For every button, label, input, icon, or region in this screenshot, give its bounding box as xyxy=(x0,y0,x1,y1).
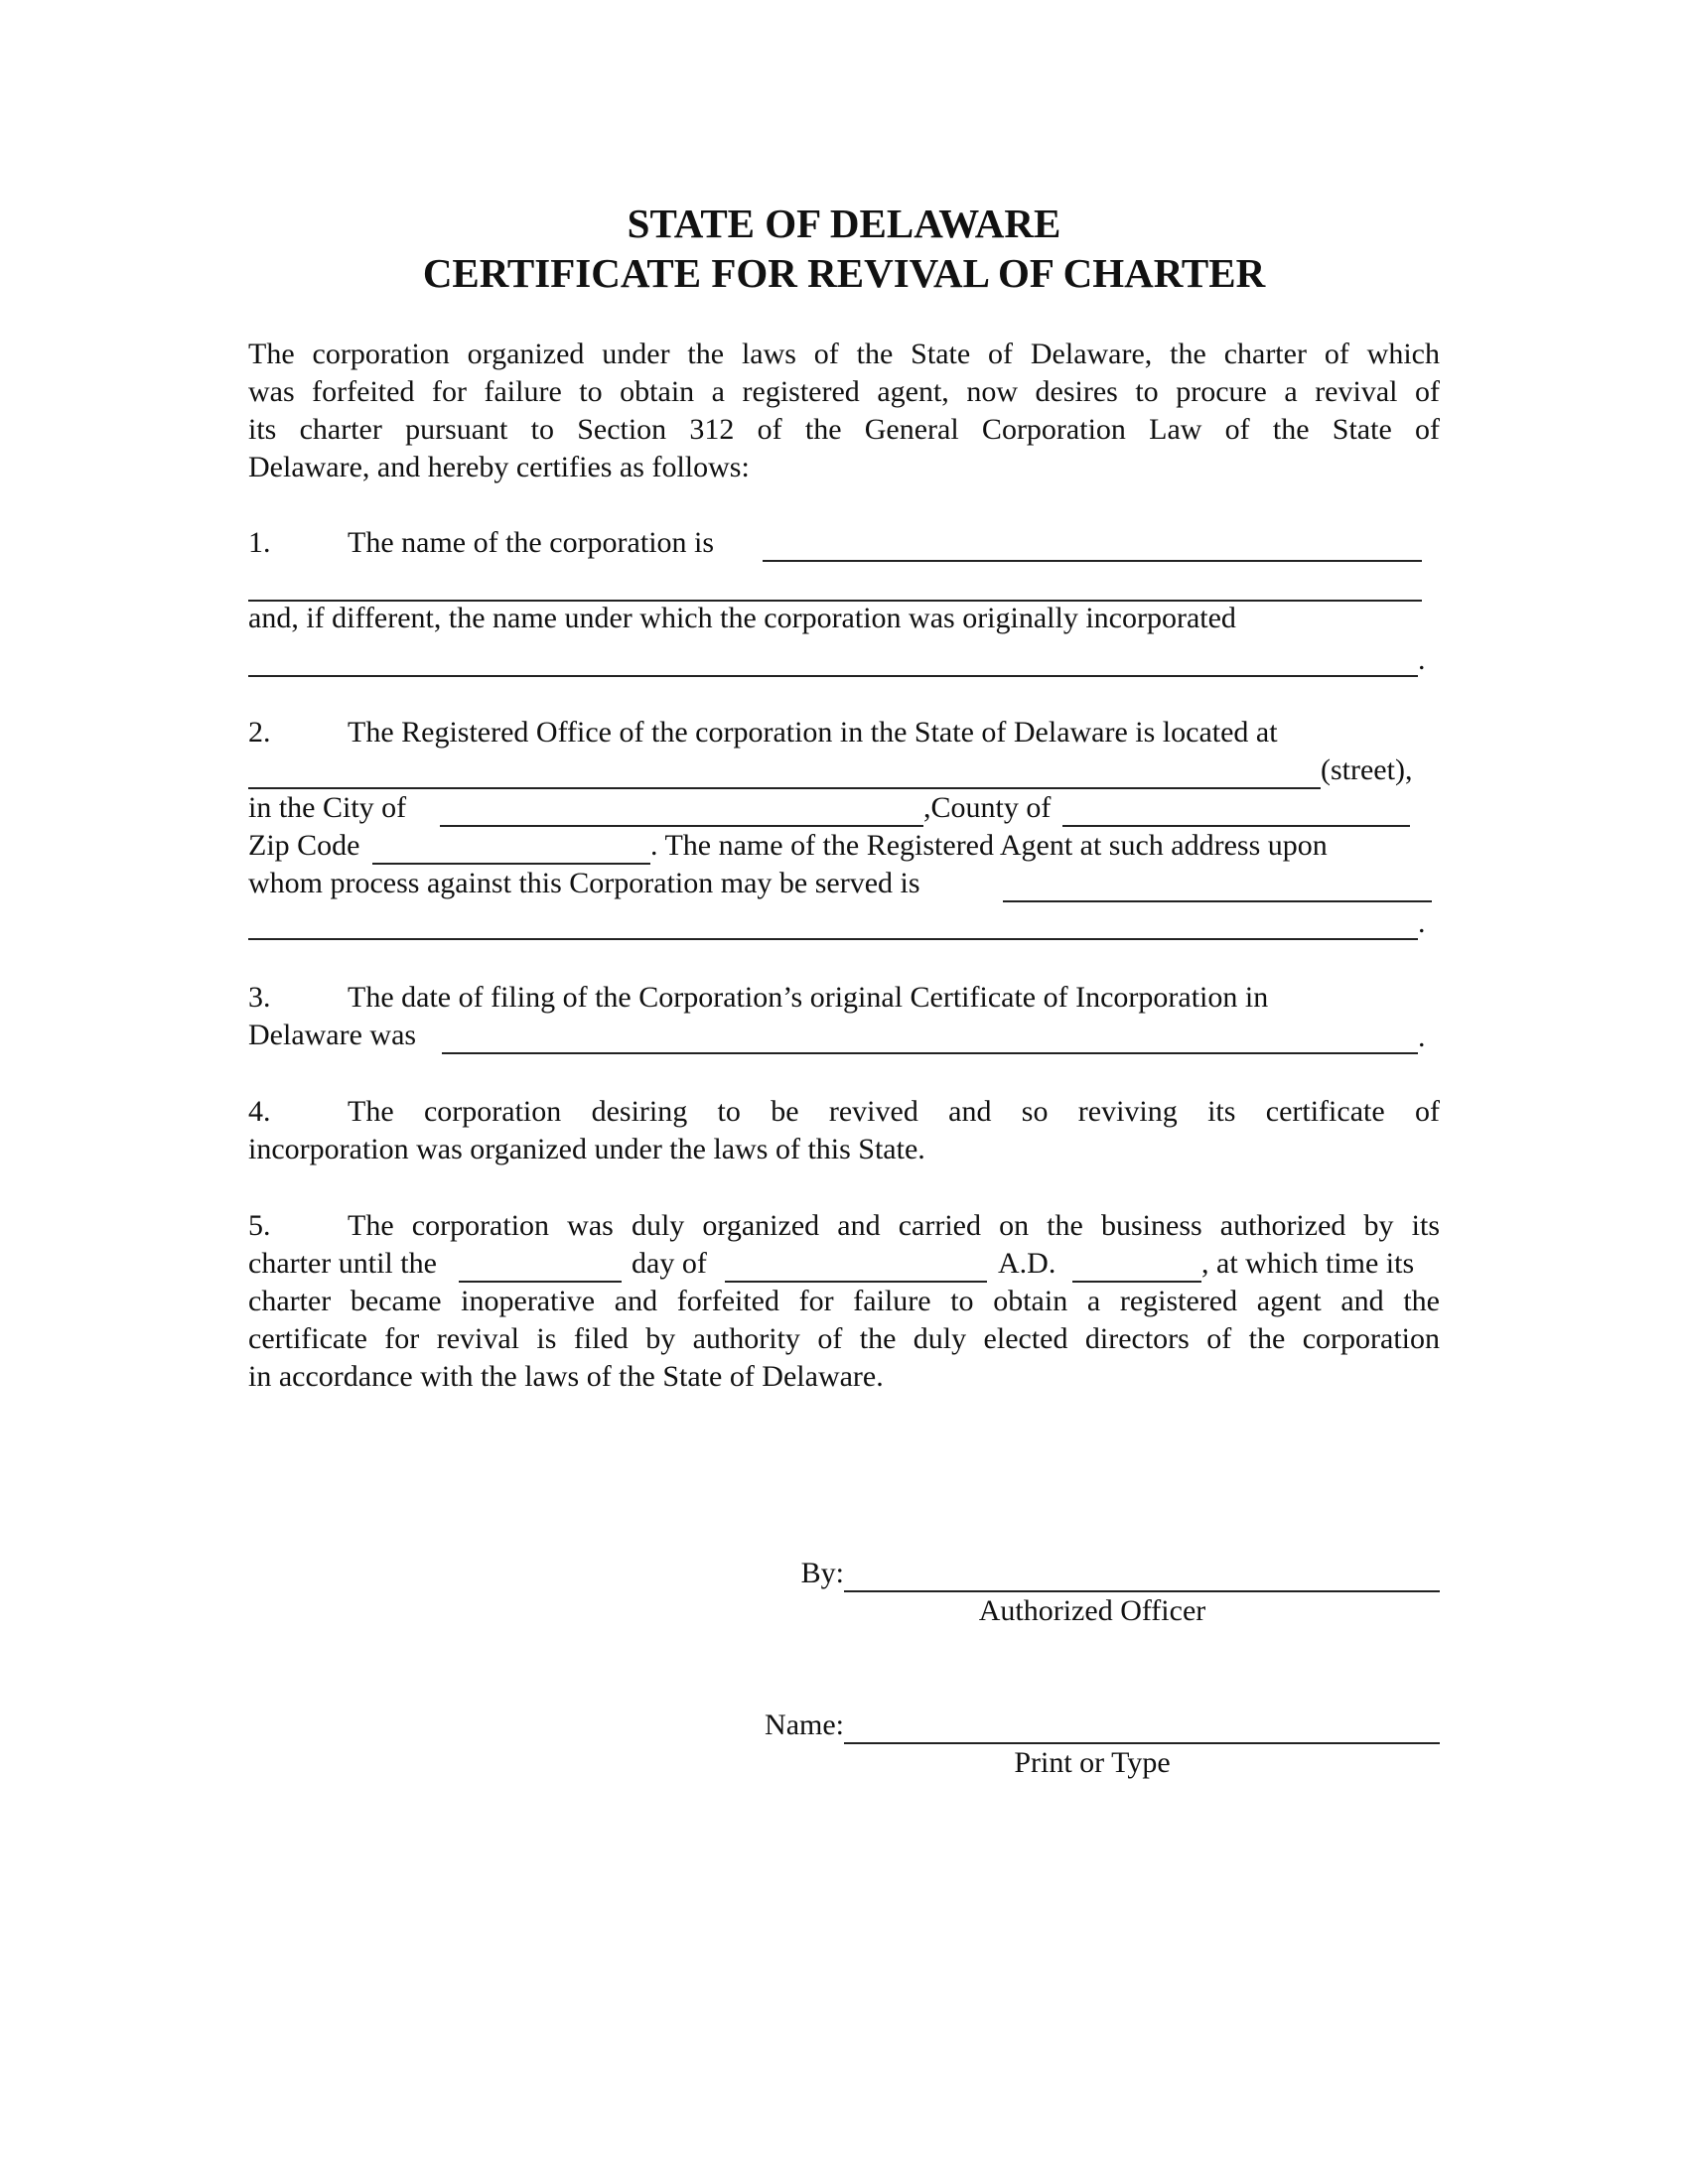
item3-number: 3. xyxy=(248,981,271,1014)
item3-period: . xyxy=(1418,1021,1426,1053)
item5-line-4: certificate for revival is filed by authority of the duly elected directors of the corporation xyxy=(248,1322,1440,1355)
intro-line-2: was forfeited for failure to obtain a registered agent, now desires to procure a revival of xyxy=(248,375,1440,408)
item5-number: 5. xyxy=(248,1209,271,1242)
print-or-type-caption: Print or Type xyxy=(1014,1746,1171,1779)
city-label: in the City of xyxy=(248,791,407,824)
item3-delaware-was: Delaware was xyxy=(248,1019,417,1051)
item1-number: 1. xyxy=(248,526,271,559)
corporation-name-field[interactable] xyxy=(763,560,1422,562)
street-suffix: (street), xyxy=(1321,753,1413,786)
item5-until: charter until the xyxy=(248,1247,437,1280)
certificate-title: CERTIFICATE FOR REVIVAL OF CHARTER xyxy=(422,250,1266,296)
intro-line-1: The corporation organized under the laws of the State of Delaware, the charter of which xyxy=(248,338,1440,370)
item5-line-3: charter became inoperative and forfeited for failure to obtain a registered agent and the xyxy=(248,1285,1440,1317)
item5-line-5: in accordance with the laws of the State of Delaware. xyxy=(248,1360,884,1393)
authorized-officer-caption: Authorized Officer xyxy=(978,1594,1206,1627)
item2-lead: The Registered Office of the corporation in the State of Delaware is located at xyxy=(348,716,1278,749)
by-label: By: xyxy=(800,1557,844,1589)
item5-ad: A.D. xyxy=(998,1247,1056,1280)
zip-label: Zip Code xyxy=(248,829,360,862)
item2-number: 2. xyxy=(248,716,271,749)
item4-number: 4. xyxy=(248,1095,271,1128)
street-field[interactable] xyxy=(248,787,1321,789)
filing-date-field[interactable] xyxy=(442,1052,1418,1054)
item2-period: . xyxy=(1418,906,1426,939)
registered-agent-field[interactable] xyxy=(1003,900,1432,902)
original-name-field[interactable] xyxy=(248,675,1418,677)
item5-line-1: The corporation was duly organized and carried on the business authorized by its xyxy=(348,1209,1440,1242)
process-text: whom process against this Corporation may be served is xyxy=(248,867,920,899)
item4-line-1: The corporation desiring to be revived and so reviving its certificate of xyxy=(348,1095,1440,1128)
item3-lead: The date of filing of the Corporation’s original Certificate of Incorporation in xyxy=(348,981,1269,1014)
intro-line-4: Delaware, and hereby certifies as follows: xyxy=(248,451,750,483)
registered-agent-text: . The name of the Registered Agent at such address upon xyxy=(650,829,1328,862)
state-heading: STATE OF DELAWARE xyxy=(627,201,1061,246)
item1-lead: The name of the corporation is xyxy=(348,526,715,559)
item5-at-which: , at which time its xyxy=(1201,1247,1415,1280)
county-label: ,County of xyxy=(923,791,1052,824)
registered-agent-field-continued[interactable] xyxy=(248,938,1418,940)
item4-line-2: incorporation was organized under the laws of this State. xyxy=(248,1133,925,1165)
item1-original-name-text: and, if different, the name under which the corporation was originally incorporated xyxy=(248,602,1236,634)
name-label: Name: xyxy=(765,1708,844,1741)
item1-period: . xyxy=(1418,643,1426,676)
item5-day-of: day of xyxy=(632,1247,707,1280)
intro-line-3: its charter pursuant to Section 312 of the General Corporation Law of the State of xyxy=(248,413,1440,446)
